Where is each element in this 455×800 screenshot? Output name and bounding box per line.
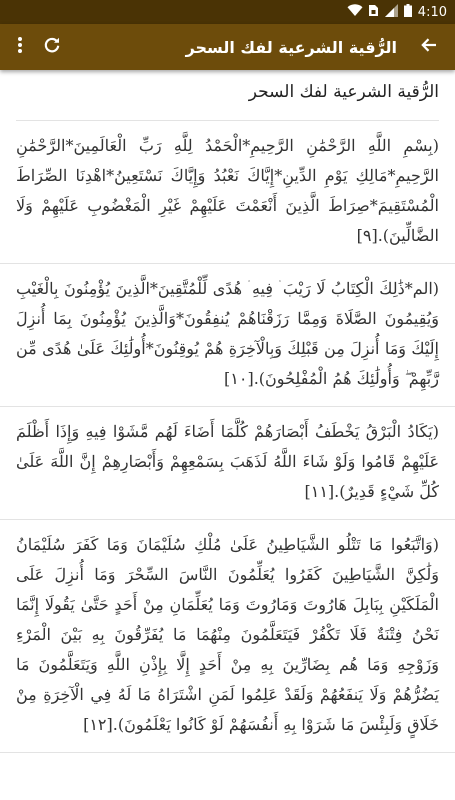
verse-block bbox=[0, 407, 455, 520]
status-icons bbox=[347, 4, 412, 21]
verse-reference: [١١] bbox=[304, 482, 335, 501]
verse-text bbox=[16, 131, 439, 251]
battery-icon bbox=[404, 4, 412, 21]
verse-text bbox=[16, 417, 439, 507]
wifi-icon bbox=[347, 4, 363, 21]
sim-card-icon bbox=[369, 4, 379, 21]
refresh-button[interactable] bbox=[32, 24, 72, 70]
verse-body: (وَاتَّبَعُوا مَا تَتْلُو الشَّيَاطِينُ عَلَىٰ مُلْكِ سُلَيْمَانَ وَمَا كَفَرَ سُلَيْمَانُ وَلَٰكِنَّ الشَّيَاطِينَ كَفَرُوا يُعَلِّمُونَ النَّاسَ السِّحْرَ وَمَا أُنزِلَ عَلَى الْمَلَكَيْنِ بِبَابِلَ هَارُوتَ وَمَارُوتَ وَمَا يُعَلِّمَانِ مِنْ أَحَدٍ حَتَّىٰ يَقُولَا إِنَّمَا نَحْنُ فِتْنَةٌ فَلَا تَكْفُرْ فَيَتَعَلَّمُونَ مِنْهُمَا مَا يُفَرِّقُونَ بِهِ بَيْنَ الْمَرْءِ وَزَوْجِهِ وَمَا هُم بِضَارِّينَ بِهِ مِنْ أَحَدٍ إِلَّا بِإِذْنِ اللَّهِ وَيَتَعَلَّمُونَ مَا يَضُرُّهُمْ وَلَا يَنفَعُهُمْ وَلَقَدْ عَلِمُوا لَمَنِ اشْتَرَاهُ مَا لَهُ فِي الْآخِرَةِ مِنْ خَلَاقٍ وَلَبِئْسَ مَا شَرَوْا بِهِ أَنفُسَهُمْ لَوْ كَانُوا يَعْلَمُونَ). bbox=[16, 535, 440, 734]
app-bar bbox=[0, 24, 455, 70]
app-bar-title: الرُّقية الشرعية لفك السحر bbox=[185, 37, 397, 57]
verse-reference: [١٢] bbox=[83, 715, 113, 734]
refresh-icon bbox=[43, 36, 61, 58]
status-bar bbox=[0, 0, 455, 24]
back-button[interactable] bbox=[409, 24, 449, 70]
verse-block bbox=[0, 121, 455, 264]
verse-text bbox=[16, 274, 439, 394]
verse-body: (بِسْمِ اللَّهِ الرَّحْمَٰنِ الرَّحِيمِ*الْحَمْدُ لِلَّهِ رَبِّ الْعَالَمِينَ*الرَّحْمَٰنِ الرَّحِيمِ*مَالِكِ يَوْمِ الدِّينِ*إِيَّاكَ نَعْبُدُ وَإِيَّاكَ نَسْتَعِينُ*اهْدِنَا الصِّرَاطَ الْمُسْتَقِيمَ*صِرَاطَ الَّذِينَ أَنْعَمْتَ عَلَيْهِمْ غَيْرِ الْمَغْضُوبِ عَلَيْهِمْ وَلَا الضَّالِّينَ). bbox=[16, 136, 439, 245]
verse-reference: [١٠] bbox=[224, 369, 254, 388]
verse-block bbox=[0, 264, 455, 407]
verse-body: (يَكَادُ الْبَرْقُ يَخْطَفُ أَبْصَارَهُمْ كُلَّمَا أَضَاءَ لَهُم مَّشَوْا فِيهِ وَإِذَا أَظْلَمَ عَلَيْهِمْ قَامُوا وَلَوْ شَاءَ اللَّهُ لَذَهَبَ بِسَمْعِهِمْ وَأَبْصَارِهِمْ إِنَّ اللَّهَ عَلَىٰ كُلِّ شَيْءٍ قَدِيرٌ). bbox=[16, 422, 439, 501]
page-heading: الرُّقية الشرعية لفك السحر bbox=[16, 82, 439, 121]
verse-text bbox=[16, 530, 439, 740]
status-time: 4:10 bbox=[417, 4, 447, 20]
signal-icon bbox=[385, 4, 398, 21]
arrow-back-icon bbox=[420, 36, 438, 58]
verse-body: (الم*ذَٰلِكَ الْكِتَابُ لَا رَيْبَ ۛ فِيهِ ۛ هُدًى لِّلْمُتَّقِينَ*الَّذِينَ يُؤْمِنُونَ بِالْغَيْبِ وَيُقِيمُونَ الصَّلَاةَ وَمِمَّا رَزَقْنَاهُمْ يُنفِقُونَ*وَالَّذِينَ يُؤْمِنُونَ بِمَا أُنزِلَ إِلَيْكَ وَمَا أُنزِلَ مِن قَبْلِكَ وَبِالْآخِرَةِ هُمْ يُوقِنُونَ*أُولَٰئِكَ عَلَىٰ هُدًى مِّن رَّبِّهِمْ ۖ وَأُولَٰئِكَ هُمُ الْمُفْلِحُونَ). bbox=[16, 279, 440, 388]
content-scroll-area[interactable] bbox=[0, 70, 455, 800]
more-vert-icon bbox=[17, 36, 23, 58]
verse-reference: [٩] bbox=[356, 226, 378, 245]
verse-block bbox=[0, 520, 455, 753]
